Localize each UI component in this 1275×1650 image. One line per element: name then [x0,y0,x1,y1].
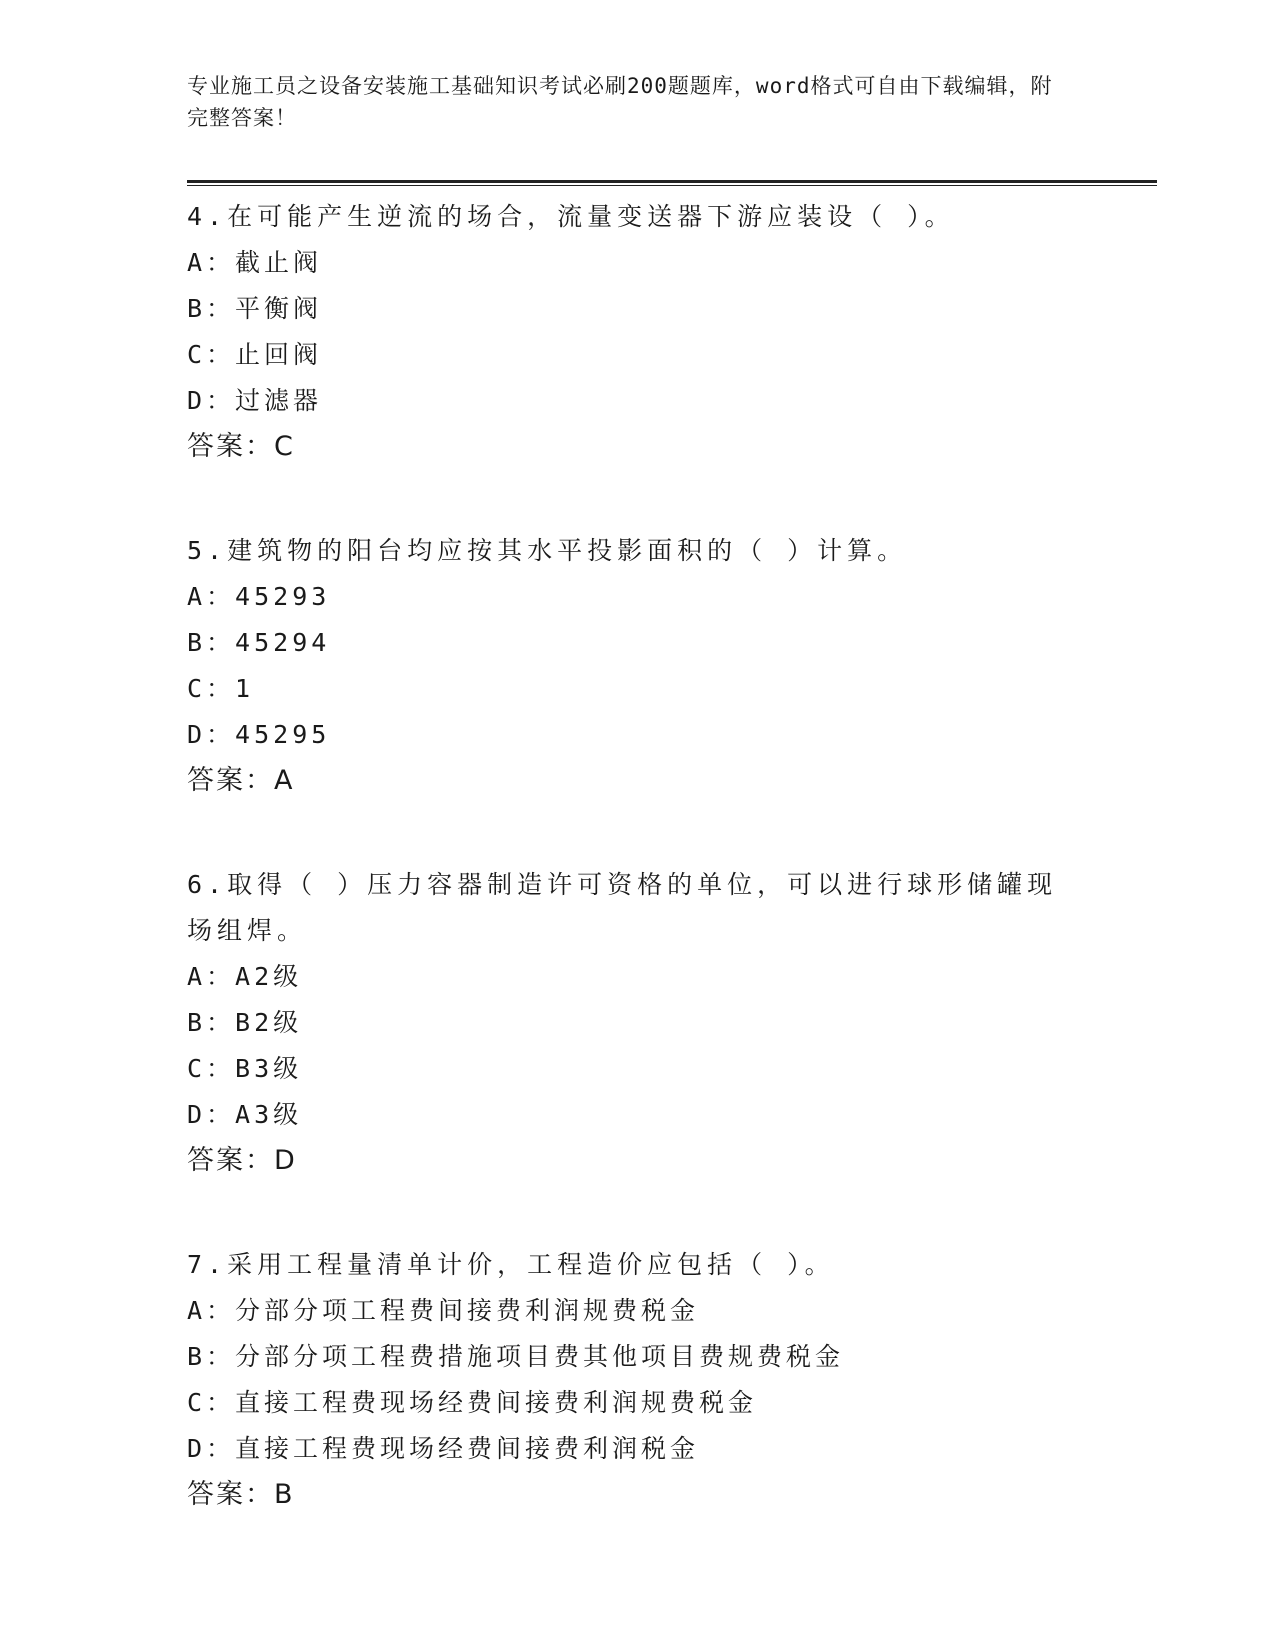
option-a: A：A2级 [187,962,303,991]
question-item [187,528,1157,804]
option-b: B：分部分项工程费措施项目费其他项目费规费税金 [187,1342,845,1371]
question-stem: 6.取得（ ）压力容器制造许可资格的单位，可以进行球形储罐现场组焊。 [187,870,1058,945]
question-stem: 5.建筑物的阳台均应按其水平投影面积的（ ）计算。 [187,536,908,565]
question-item [187,862,1157,1184]
option-c: C：1 [187,674,255,703]
question-stem: 4.在可能产生逆流的场合，流量变送器下游应装设（ ）。 [187,202,955,231]
question-item [187,194,1157,470]
question-list [187,194,1157,1518]
option-d: D：45295 [187,720,331,749]
question-stem: 7.采用工程量清单计价，工程造价应包括（ ）。 [187,1250,835,1279]
option-d: D：过滤器 [187,386,323,415]
answer-line: 答案：D [187,1145,297,1176]
question-item [187,1242,1157,1518]
option-b: B：B2级 [187,1008,303,1037]
option-a: A：45293 [187,582,331,611]
answer-line: 答案：C [187,431,295,462]
document-header: 专业施工员之设备安装施工基础知识考试必刷200题题库，word格式可自由下载编辑，附完整答案！ [187,74,1053,130]
answer-line: 答案：B [187,1479,295,1510]
option-a: A：分部分项工程费间接费利润规费税金 [187,1296,700,1325]
option-d: D：A3级 [187,1100,303,1129]
option-a: A：截止阀 [187,248,323,277]
option-c: C：止回阀 [187,340,323,369]
option-c: C：B3级 [187,1054,303,1083]
answer-line: 答案：A [187,765,295,796]
option-b: B：45294 [187,628,331,657]
option-c: C：直接工程费现场经费间接费利润规费税金 [187,1388,758,1417]
document-page [187,70,1157,1576]
option-b: B：平衡阀 [187,294,323,323]
option-d: D：直接工程费现场经费间接费利润税金 [187,1434,700,1463]
header-divider [187,180,1157,186]
